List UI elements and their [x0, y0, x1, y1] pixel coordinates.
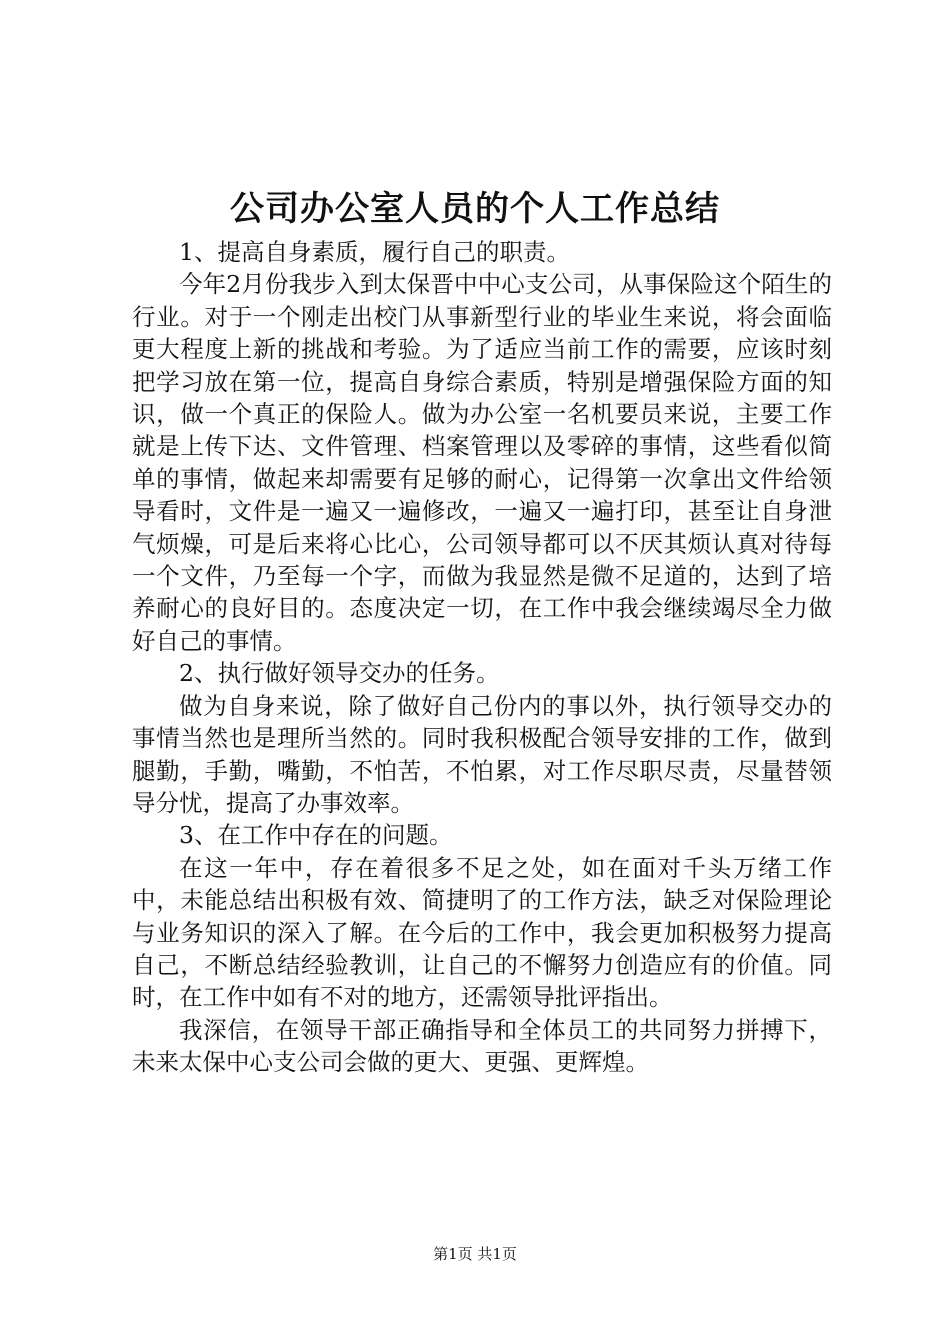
page-footer: 第1页 共1页: [433, 1245, 517, 1263]
section-heading-3: 3、在工作中存在的问题。: [179, 821, 453, 850]
paragraph-2: 做为自身来说，除了做好自己份内的事以外，执行领导交办的事情当然也是理所当然的。同时我积极配合领导安排的工作，做到腿勤，手勤，嘴勤，不怕苦，不怕累，对工作尽职尽责，尽量替领导分忧，提高了办事效率。: [132, 691, 832, 817]
section-heading-1: 1、提高自身素质，履行自己的职责。: [179, 238, 570, 266]
paragraph-3: 在这一年中，存在着很多不足之处，如在面对千头万绪工作中，未能总结出积极有效、简捷明了的工作方法，缺乏对保险理论与业务知识的深入了解。在今后的工作中，我会更加积极努力提高自己，不断总结经验教训，让自己的不懈努力创造应有的价值。同时，在工作中如有不对的地方，还需领导批评指出。: [132, 853, 832, 1012]
document-title: 公司办公室人员的个人工作总结: [230, 189, 720, 229]
closing-paragraph: 我深信，在领导干部正确指导和全体员工的共同努力拼搏下，未来太保中心支公司会做的更大、更强、更辉煌。: [132, 1015, 832, 1077]
document-body: [132, 236, 832, 1079]
section-heading-2: 2、执行做好领导交办的任务。: [179, 659, 500, 688]
paragraph-1: 今年2月份我步入到太保晋中中心支公司，从事保险这个陌生的行业。对于一个刚走出校门从事新型行业的毕业生来说，将会面临更大程度上新的挑战和考验。为了适应当前工作的需要，应该时刻把学习放在第一位，提高自身综合素质，特别是增强保险方面的知识，做一个真正的保险人。做为办公室一名机要员来说，主要工作就是上传下达、文件管理、档案管理以及零碎的事情，这些看似简单的事情，做起来却需要有足够的耐心，记得第一次拿出文件给领导看时，文件是一遍又一遍修改，一遍又一遍打印，甚至让自身泄气烦燥，可是后来将心比心，公司领导都可以不厌其烦认真对待每一个文件，乃至每一个字，而做为我显然是微不足道的，达到了培养耐心的良好目的。态度决定一切，在工作中我会继续竭尽全力做好自己的事情。: [132, 270, 832, 655]
